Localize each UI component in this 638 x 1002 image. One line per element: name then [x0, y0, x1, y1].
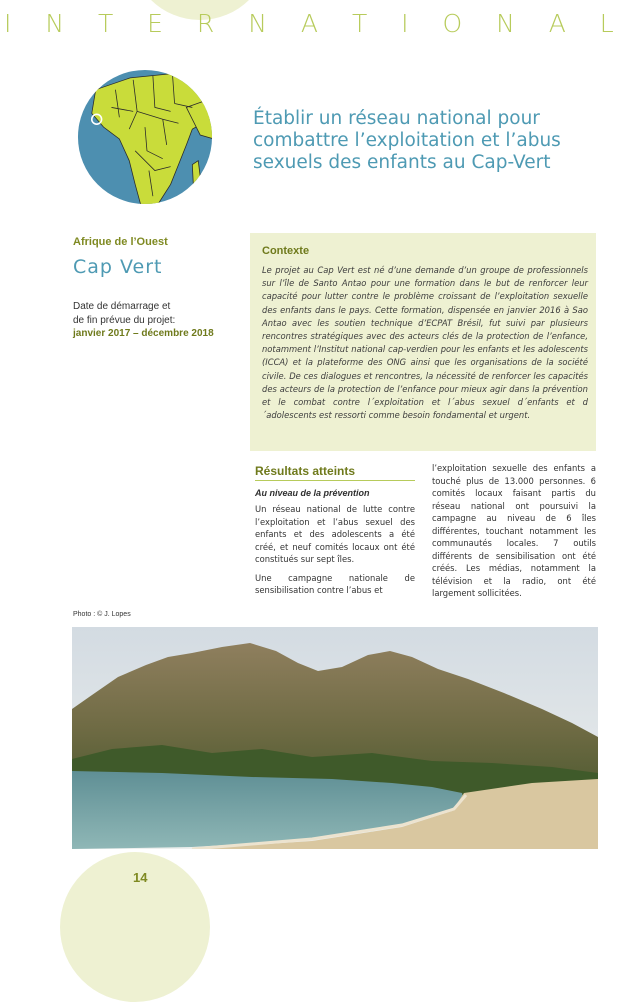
context-panel	[250, 233, 596, 451]
results-divider	[255, 480, 415, 481]
context-title: Contexte	[262, 245, 310, 257]
page-title: Établir un réseau national pour combattre l’exploitation et l’abus sexuels des enfants au Cap-Vert	[253, 108, 561, 173]
results-paragraph-1: Un réseau national de lutte contre l’exploitation et l’abus sexuel des enfants et des adolescents a été créé, et neuf comités locaux ont été constitués sur sept îles.	[255, 504, 415, 564]
globe-africa-map	[76, 68, 214, 206]
context-text: Le projet au Cap Vert est né d’une demande d’un groupe de professionnels sur l’île de Santo Antao pour une formation dans le but de renforcer leur capacité pour lutter contre le problème croissant de l’exploitation sexuelle des enfants dans le pays. Cette formation, dispensée en janvier 2016 à Sao Antao avec les soutien technique d’ECPAT Brésil, fut suivi par plusieurs rencontres stratégiques avec des acteurs clés de la protection de l’enfance, notamment l’Institut national cap-verdien pour les enfants et les adolescents (ICCA) et la plateforme des ONG ainsi que les organisations de la société civile. De ces dialogues et rencontres, la nécessité de renforcer les capacités des acteurs de la protection de l’enfance pour mieux agir dans la prévention et le combat contre l´exploitation et l´abus sexuel d´enfants et d´adolescents est ressorti comme besoin fondamental et urgent.	[262, 265, 588, 421]
page-number: 14	[133, 870, 148, 885]
dates-period: janvier 2017 – décembre 2018	[73, 328, 214, 339]
results-paragraph-3: l’exploitation sexuelle des enfants a touché plus de 13.000 personnes. 6 comités locaux faisant partis du réseau national ont poursuivi la campagne au niveau de 6 îles différentes, touchant notamment les communautés locales. 7 outils différents de sensibilisation ont été créés. Les médias, notamment la télévision et la radio, ont été largement sollicitées.	[432, 463, 596, 598]
results-title: Résultats atteints	[255, 464, 356, 478]
country-name: Cap Vert	[73, 256, 163, 278]
region-label: Afrique de l’Ouest	[73, 236, 168, 248]
globe-landmass-madagascar	[192, 161, 200, 185]
landscape-photo	[72, 627, 598, 849]
project-dates	[73, 300, 214, 341]
results-column-1	[255, 503, 415, 603]
section-title: I N T E R N A T I O N A L	[4, 9, 627, 38]
prevention-subheading: Au niveau de la prévention	[255, 488, 370, 498]
results-column-2	[432, 462, 596, 606]
photo-credit: Photo : © J. Lopes	[73, 611, 131, 618]
dates-label-line2: de fin prévue du projet:	[73, 314, 176, 326]
dates-label-line1: Date de démarrage et	[73, 301, 171, 312]
results-paragraph-2: Une campagne nationale de sensibilisation contre l’abus et	[255, 572, 415, 595]
